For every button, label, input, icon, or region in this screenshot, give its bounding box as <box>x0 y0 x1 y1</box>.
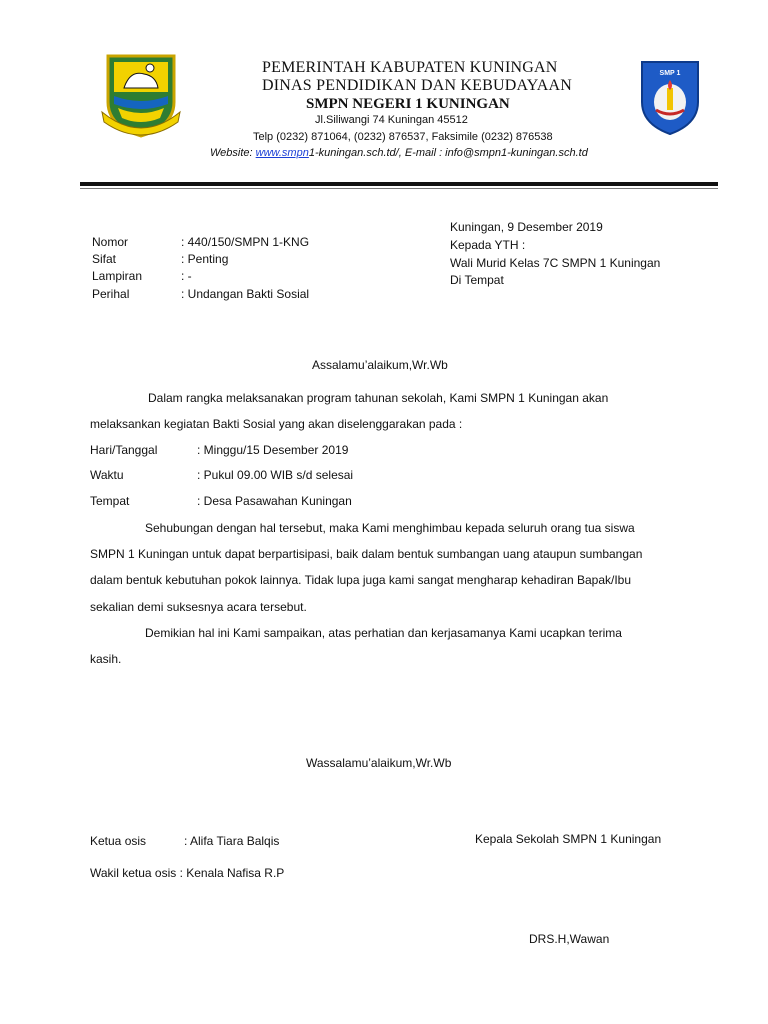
website-link[interactable]: www.smpn <box>255 147 309 159</box>
greeting: Assalamu’alaikum,Wr.Wb <box>312 358 448 372</box>
letterhead-department: DINAS PENDIDIKAN DAN KEBUDAYAAN <box>262 77 573 94</box>
ketua-osis-name: : Alifa Tiara Balqis <box>184 834 280 848</box>
nomor-label: Nomor <box>92 235 129 249</box>
letterhead-phone: Telp (0232) 871064, (0232) 876537, Faksimile (0232) 876538 <box>253 131 553 143</box>
paragraph2-line1: Sehubungan dengan hal tersebut, maka Kami menghimbau kepada seluruh orang tua siswa <box>145 521 635 535</box>
letterhead-address: Jl.Siliwangi 74 Kuningan 45512 <box>315 114 468 126</box>
perihal-value: : Undangan Bakti Sosial <box>181 287 310 301</box>
kuningan-regency-emblem <box>100 52 182 138</box>
paragraph1-line1: Dalam rangka melaksanakan program tahunan sekolah, Kami SMPN 1 Kuningan akan <box>148 391 609 405</box>
paragraph3-line2: kasih. <box>90 652 122 666</box>
paragraph2-line4: sekalian demi suksesnya acara tersebut. <box>90 600 307 614</box>
perihal-label: Perihal <box>92 287 130 301</box>
recipient-kepada: Kepada YTH : <box>450 238 526 252</box>
paragraph1-line2: melaksankan kegiatan Bakti Sosial yang akan diselenggarakan pada : <box>90 417 463 431</box>
badge-text: SMP 1 <box>659 70 681 77</box>
tempat-value: : Desa Pasawahan Kuningan <box>197 494 352 508</box>
letterhead-website-line <box>210 147 588 159</box>
tempat-label: Tempat <box>90 494 130 508</box>
kepala-sekolah-title: Kepala Sekolah SMPN 1 Kuningan <box>475 832 662 846</box>
kepala-sekolah-name: DRS.H,Wawan <box>529 932 610 946</box>
paragraph2-line3: dalam bentuk kebutuhan pokok lainnya. Tidak lupa juga kami sangat mengharap kehadiran Bapak/Ibu <box>90 573 632 587</box>
hari-value: : Minggu/15 Desember 2019 <box>197 443 349 457</box>
wakil-ketua-osis: Wakil ketua osis : Kenala Nafisa R.P <box>90 866 285 880</box>
letterhead-divider-thick <box>80 182 718 186</box>
closing-greeting: Wassalamu’alaikum,Wr.Wb <box>306 756 452 770</box>
letterhead-divider-thin <box>80 188 718 189</box>
letterhead-government: PEMERINTAH KABUPATEN KUNINGAN <box>262 59 558 76</box>
sifat-value: : Penting <box>181 252 229 266</box>
letterhead-school-name: SMPN NEGERI 1 KUNINGAN <box>306 96 510 112</box>
sifat-label: Sifat <box>92 252 117 266</box>
paragraph3-line1: Demikian hal ini Kami sampaikan, atas perhatian dan kerjasamanya Kami ucapkan terima <box>145 626 622 640</box>
recipient-name: Wali Murid Kelas 7C SMPN 1 Kuningan <box>450 256 661 270</box>
lampiran-value: : - <box>181 269 192 283</box>
website-prefix: Website: <box>210 147 256 159</box>
waktu-value: : Pukul 09.00 WIB s/d selesai <box>197 468 354 482</box>
hari-label: Hari/Tanggal <box>90 443 158 457</box>
ketua-osis-label: Ketua osis <box>90 834 147 848</box>
smp1-school-badge <box>638 58 702 136</box>
letter-date: Kuningan, 9 Desember 2019 <box>450 220 603 234</box>
recipient-place: Di Tempat <box>450 273 504 287</box>
nomor-value: : 440/150/SMPN 1-KNG <box>181 235 310 249</box>
lampiran-label: Lampiran <box>92 269 143 283</box>
waktu-label: Waktu <box>90 468 124 482</box>
website-rest: 1-kuningan.sch.td/, E-mail : info@smpn1-kuningan.sch.td <box>308 147 588 159</box>
paragraph2-line2: SMPN 1 Kuningan untuk dapat berpartisipasi, baik dalam bentuk sumbangan uang ataupun sumbangan <box>90 547 643 561</box>
